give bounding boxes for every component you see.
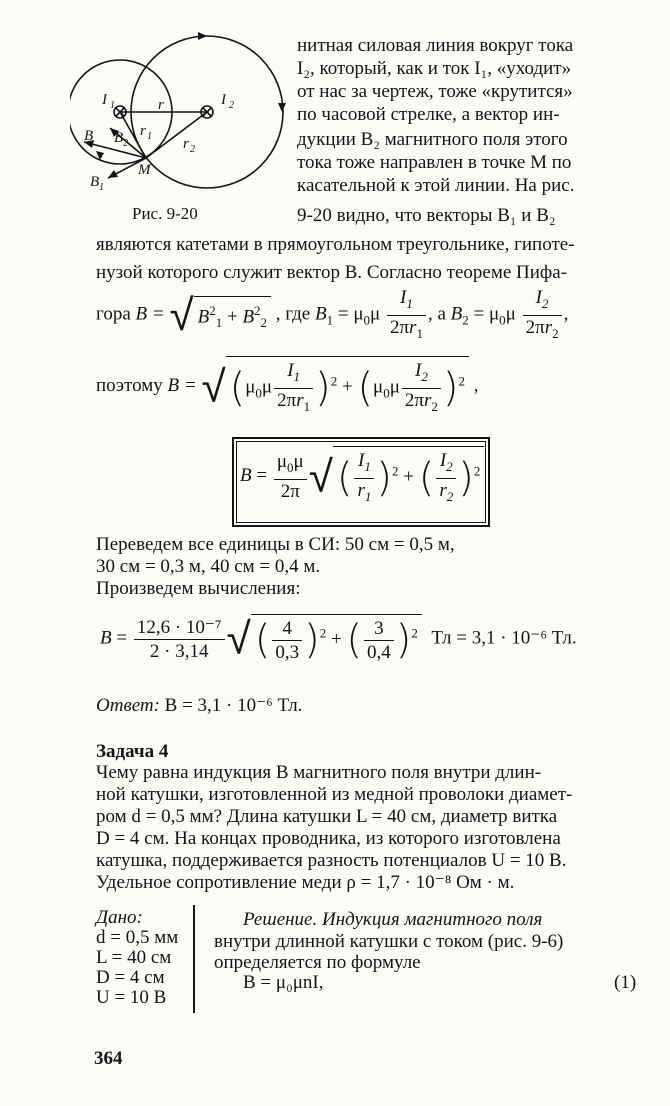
label-i1: I [102, 92, 107, 108]
given-divider [193, 905, 195, 1013]
text-line-6: тока тоже направлен в точке М по [297, 152, 572, 173]
given-item: D = 4 см [96, 967, 165, 988]
text-line-1: нитная силовая линия вокруг тока [297, 35, 574, 56]
label-i2: I [221, 92, 226, 108]
task-line-4: D = 4 см. На концах проводника, из которого изготовлена [96, 828, 561, 849]
given-item: L = 40 см [96, 947, 172, 968]
text-line-4: по часовой стрелке, а вектор ин- [297, 104, 560, 125]
si-line-2: 30 см = 0,3 м, 40 см = 0,4 м. [96, 556, 321, 577]
r2-line [146, 112, 207, 158]
given-block [96, 908, 178, 1008]
label-b: B [84, 128, 94, 144]
pythagoras-line: гора B = √ $B^2_1 + B^2_2$ , где $B_1 = \mu_0\mu$ $\frac{I_1}{2\pi r_1}$ , а $B_2 = \mu_0\mu$ $\frac{I_2}{2\pi r_2}$ , [96, 286, 568, 345]
figure-9-20 [70, 30, 295, 202]
svg-text:1: 1 [99, 182, 104, 193]
label-m: M [138, 162, 151, 178]
svg-text:1: 1 [110, 100, 115, 111]
label-r1: r [140, 123, 146, 139]
task-line-2: ной катушки, изготовленной из медной проволоки диамет- [96, 784, 573, 805]
numeric-formula: B = $\frac{\text{12,6 · 10⁻⁷}}{2 \cdot 3,14}$ √ ( $\frac{4}{0,3}$ )$^2$ + ( $\frac{3}{0,4}$ )$^2$ Тл = 3,1 · 10⁻⁶ Тл. [100, 613, 577, 665]
label-b2: B [114, 130, 124, 146]
task-title: Задача 4 [96, 741, 169, 762]
text-line-10: нузой которого служит вектор B. Согласно теореме Пифа- [96, 262, 567, 283]
svg-text:2: 2 [190, 144, 195, 155]
boxed-formula-content: B = $\frac{\mu_0\mu}{2\pi}$ √ ( $\frac{I_1}{r_1}$ )$^2$ + ( $\frac{I_2}{r_2}$ )$^2$ [240, 446, 484, 508]
label-r: r [158, 97, 164, 113]
label-r2: r [183, 136, 189, 152]
equation-number: (1) [614, 972, 637, 993]
text-line-8: 9-20 видно, что векторы B₁ и B₂ [297, 205, 556, 226]
svg-text:2: 2 [229, 100, 234, 111]
given-item: U = 10 В [96, 987, 167, 1008]
task-line-6: Удельное сопротивление меди ρ = 1,7 · 10⁻⁸ Ом · м. [96, 872, 515, 893]
given-item: d = 0,5 мм [96, 927, 179, 948]
svg-text:2: 2 [123, 138, 128, 149]
calc-line: Произведем вычисления: [96, 578, 301, 599]
text-line-3: от нас за чертеж, тоже «крутится» [297, 81, 573, 102]
therefore-formula: поэтому B = √ ($\mu_0\mu$ $\frac{I_1}{2\pi r_1}$ )$^2 + (\mu_0\mu$ $\frac{I_2}{2\pi r_2}$ )$^2$ , [96, 356, 479, 418]
given-title: Дано: [96, 907, 143, 928]
solution-line-2: внутри длинной катушки с током (рис. 9-6) [214, 931, 564, 952]
answer-line: Ответ: B = 3,1 · 10⁻⁶ Тл. [96, 695, 303, 716]
solution-line-1: Решение. Индукция магнитного поля [243, 909, 543, 930]
label-b1: B [90, 174, 100, 190]
figure-caption: Рис. 9-20 [132, 204, 198, 223]
si-line-1: Переведем все единицы в СИ: 50 см = 0,5 м, [96, 534, 455, 555]
task-line-1: Чему равна индукция B магнитного поля внутри длин- [96, 762, 542, 783]
text-line-5: дукции B₂ магнитного поля этого [297, 129, 568, 150]
task-line-5: катушка, поддерживается разность потенциалов U = 10 В. [96, 850, 567, 871]
page-number: 364 [94, 1048, 123, 1069]
text-line-7: касательной к этой линии. На рис. [297, 175, 575, 196]
task-line-3: ром d = 0,5 мм? Длина катушки L = 40 см, диаметр витка [96, 806, 558, 827]
svg-text:1: 1 [147, 131, 152, 142]
text-line-9: являются катетами в прямоугольном треугольнике, гипоте- [96, 234, 575, 255]
solution-line-3: определяется по формуле [214, 952, 421, 973]
text-line-2: I₂, который, как и ток I₁, «уходит» [297, 58, 572, 79]
solution-formula: B = μ₀μnI, [243, 972, 324, 993]
